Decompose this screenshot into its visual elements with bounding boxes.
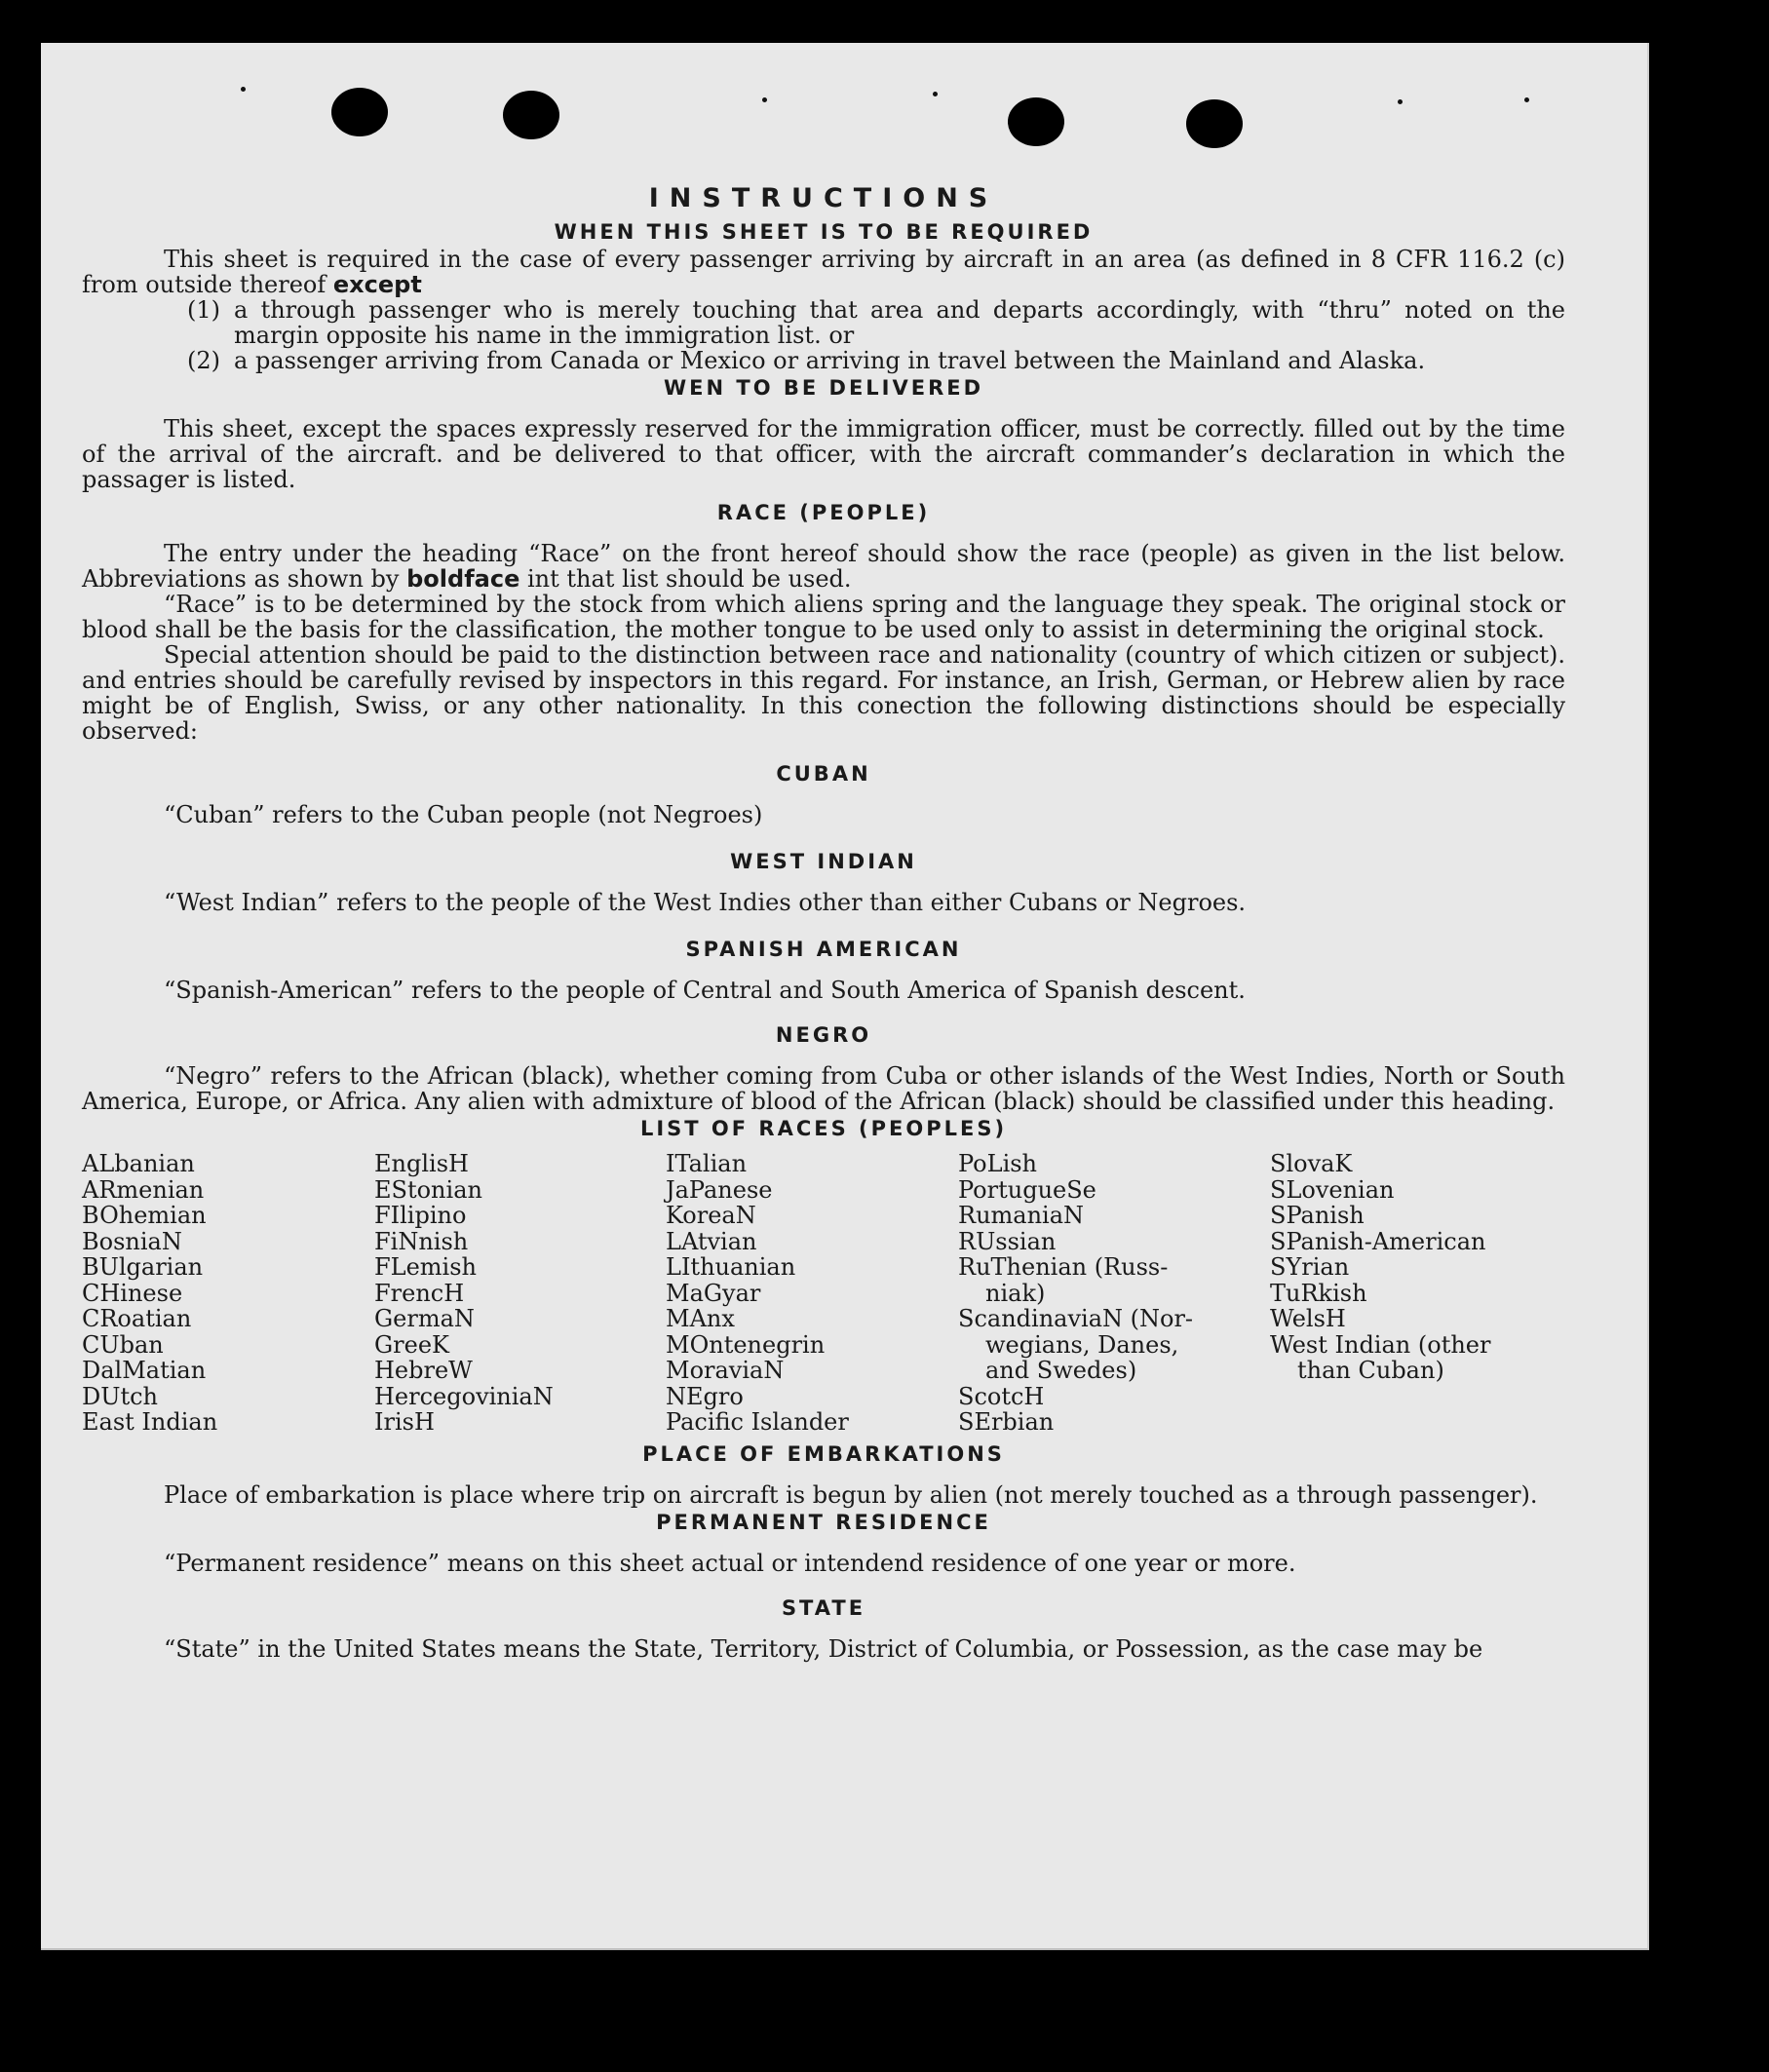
list-item: BUlgarian (82, 1253, 204, 1281)
list-item: ScotcH (958, 1382, 1045, 1410)
state-text: “State” in the United States means the State, Territory, District of Columbia, or Possession, as the case may be (164, 1634, 1483, 1663)
race-paragraph-3: Special attention should be paid to the distinction between race and nationality (country of which citizen or subject). and entries should be carefully revised by inspectors in this regard. For instance, an Irish, German, or Hebrew alien by race might be of English, Swiss, or any other nationality. In this conection the following distinctions should be especially observed: (82, 641, 1565, 745)
list-item: FLemish (374, 1253, 477, 1281)
speck (1398, 99, 1403, 104)
residence-text: “Permanent residence” means on this sheet actual or intendend residence of one year or more. (164, 1549, 1296, 1577)
list-item: CRoatian (82, 1305, 192, 1332)
list-item: SPanish (1270, 1202, 1365, 1229)
list-item: RuThenian (Russ- (958, 1253, 1169, 1281)
list-item: BOhemian (82, 1202, 207, 1229)
list-item: Pacific Islander (666, 1408, 849, 1436)
punch-hole (1186, 99, 1243, 148)
list-item-continuation: and Swedes) (985, 1357, 1137, 1384)
list-item: CHinese (82, 1279, 183, 1307)
cuban-text: “Cuban” refers to the Cuban people (not Negroes) (164, 801, 763, 828)
list-item: IrisH (374, 1408, 435, 1436)
race-column-3 (666, 1151, 958, 1436)
list-item-continuation: niak) (985, 1279, 1046, 1307)
list-item: MAnx (666, 1305, 735, 1332)
list-item: SLovenian (1270, 1175, 1395, 1204)
race-column-2 (374, 1151, 666, 1436)
section-heading-when-required: WHEN THIS SHEET IS TO BE REQUIRED (554, 220, 1094, 244)
section-heading-negro: NEGRO (775, 1023, 872, 1047)
list-item: DalMatian (82, 1357, 207, 1384)
list-item: PortugueSe (958, 1175, 1096, 1204)
list-item: ScandinaviaN (Nor- (958, 1305, 1194, 1332)
boldface-label: boldface (406, 565, 520, 593)
list-item: WelsH (1270, 1305, 1346, 1332)
list-item: SYrian (1270, 1253, 1350, 1281)
list-item: FrencH (374, 1279, 465, 1307)
section-heading-spanish-american: SPANISH AMERICAN (685, 938, 962, 961)
list-item: SPanish-American (1270, 1227, 1486, 1255)
list-item: SErbian (958, 1408, 1055, 1436)
list-item: KoreaN (666, 1202, 756, 1229)
race-column-5 (1270, 1151, 1562, 1436)
race-paragraph-2: “Race” is to be determined by the stock from which aliens spring and the language they speak. The original stock or blood shall be the basis for the classification, the mother tongue to be used only to assist in determining the original stock. (82, 591, 1565, 643)
section-heading-west-indian: WEST INDIAN (730, 850, 917, 873)
list-item: MaGyar (666, 1279, 761, 1307)
list-item: RumaniaN (958, 1202, 1085, 1229)
list-item: EStonian (374, 1175, 482, 1204)
page-title: INSTRUCTIONS (648, 183, 999, 213)
list-item: East Indian (82, 1408, 218, 1436)
list-item: JaPanese (666, 1175, 773, 1204)
list-item: DUtch (82, 1382, 159, 1410)
list-item: TuRkish (1270, 1279, 1367, 1307)
embarkation-text: Place of embarkation is place where trip on aircraft is begun by alien (not merely touched as a through passenger). (164, 1480, 1538, 1509)
negro-text: “Negro” refers to the African (black), whether coming from Cuba or other islands of the West Indies, North or South America, Europe, or Africa. Any alien with admixture of blood of the African (black) should be classified under this heading. (82, 1062, 1565, 1115)
list-item: SlovaK (1270, 1150, 1353, 1177)
list-item: NEgro (666, 1382, 744, 1410)
list-item: FiNnish (374, 1227, 469, 1255)
section-heading-race: RACE (PEOPLE) (716, 501, 931, 524)
section-heading-when-delivered: WEN TO BE DELIVERED (663, 376, 984, 400)
list-item-continuation: than Cuban) (1297, 1357, 1444, 1384)
list-item: BosniaN (82, 1227, 182, 1255)
list-item: MoraviaN (666, 1357, 785, 1384)
list-item: HercegoviniaN (374, 1382, 554, 1410)
spanish-american-text: “Spanish-American” refers to the people of Central and South America of Spanish descent. (164, 977, 1246, 1004)
race-column-1 (82, 1151, 374, 1436)
section-heading-embarkation: PLACE OF EMBARKATIONS (642, 1441, 1005, 1466)
exception-item-2: (2) a passenger arriving from Canada or Mexico or arriving in travel between the Mainland and Alaska. (187, 347, 1426, 374)
race-list (82, 1151, 1565, 1436)
list-item: GreeK (374, 1330, 449, 1359)
speck (762, 97, 767, 102)
list-item: LIthuanian (666, 1253, 796, 1281)
list-item: LAtvian (666, 1227, 757, 1255)
section-heading-cuban: CUBAN (776, 762, 871, 786)
speck (241, 87, 246, 92)
list-item: RUssian (958, 1227, 1057, 1255)
punch-hole (331, 88, 388, 136)
document-page (41, 43, 1649, 1950)
punch-hole (1008, 97, 1064, 146)
punch-hole (503, 91, 559, 139)
list-item: FIlipino (374, 1202, 467, 1229)
list-item: EnglisH (374, 1150, 469, 1177)
when-required-intro: This sheet is required in the case of every passenger arriving by aircraft in an area (as defined in 8 CFR 116.2 (c) from outside thereof except (82, 246, 1565, 298)
section-heading-list-of-races: LIST OF RACES (PEOPLES) (639, 1117, 1008, 1140)
speck (933, 92, 938, 96)
list-item: PoLish (958, 1150, 1038, 1177)
list-item: HebreW (374, 1357, 473, 1384)
list-item: ARmenian (82, 1175, 205, 1204)
list-item: MOntenegrin (666, 1330, 826, 1359)
section-heading-state: STATE (781, 1595, 866, 1620)
list-item: ITalian (666, 1150, 748, 1177)
when-delivered-text: This sheet, except the spaces expressly reserved for the immigration officer, must be correctly. filled out by the time of the arrival of the aircraft. and be delivered to that officer, with the aircraft commander’s declaration in which the passager is listed. (82, 415, 1565, 493)
race-paragraph-1: The entry under the heading “Race” on the front hereof should show the race (people) as given in the list below. Abbreviations as shown by boldface int that list should be used. (82, 540, 1565, 593)
west-indian-text: “West Indian” refers to the people of the West Indies other than either Cubans or Negroes. (164, 889, 1247, 916)
race-column-4 (958, 1151, 1270, 1436)
section-heading-residence: PERMANENT RESIDENCE (656, 1510, 991, 1534)
exception-item-1: (1) a through passenger who is merely touching that area and departs accordingly, with “thru” noted on the margin opposite his name in the immigration list. or (187, 296, 1565, 349)
speck (1524, 97, 1529, 102)
instructions-content (82, 184, 1565, 1662)
list-item: ALbanian (82, 1150, 195, 1177)
except-label: except (332, 271, 422, 298)
list-item: West Indian (other (1270, 1330, 1491, 1359)
list-item: GermaN (374, 1305, 475, 1332)
list-item-continuation: wegians, Danes, (985, 1330, 1179, 1359)
list-item: CUban (82, 1330, 164, 1359)
